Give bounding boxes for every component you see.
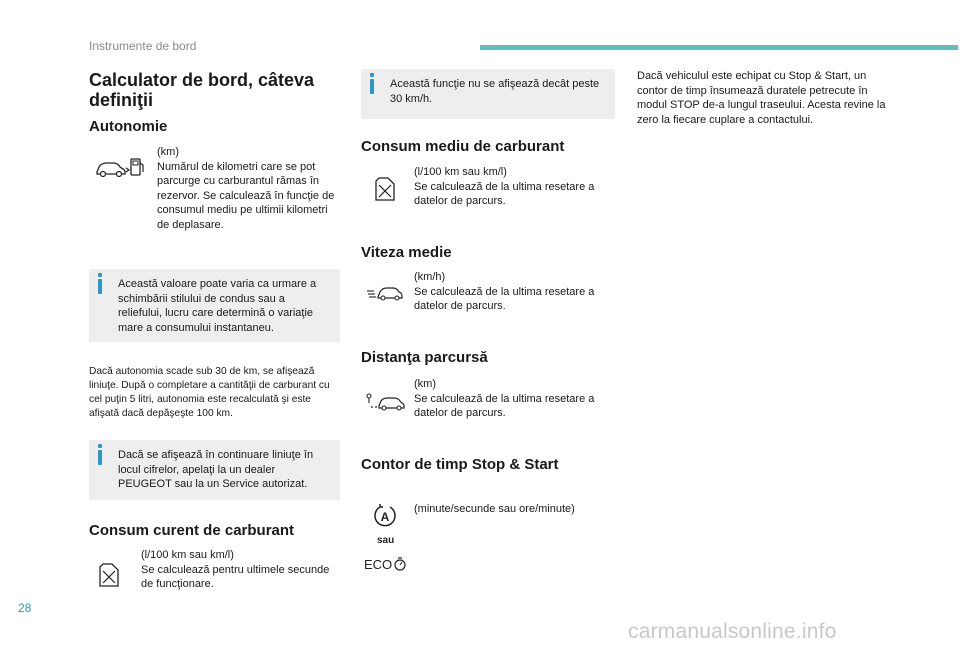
info-note-dealer	[89, 440, 340, 500]
autonomie-text: Numărul de kilometri care se pot parcurge cu carburantul rămas în rezervor. Se calculează în funcţie de consumul mediu pe ultimii kilometri de deplasare.	[157, 160, 335, 231]
consum-curent-text: Se calculează pentru ultimele secunde de funcţionare.	[141, 563, 330, 590]
eco-timer-icon	[364, 555, 406, 575]
info-icon	[98, 450, 102, 465]
autonomie-paragraph: Dacă autonomia scade sub 30 de km, se afişează liniuţe. După o completare a cantităţii de carburant cu cel puţin 5 litri, autonomia este recalculată şi este afişată dacă depăşeşte 100 km.	[89, 366, 330, 419]
page-title: Calculator de bord, câteva definiţii	[89, 70, 315, 110]
distanta-text: Se calculează de la ultima resetare a datelor de parcurs.	[414, 392, 595, 419]
viteza-medie-block	[414, 270, 614, 314]
info-note-variation	[89, 269, 340, 342]
svg-text:A: A	[380, 510, 390, 524]
heading-distanta-parcursa: Distanţa parcursă	[361, 349, 488, 366]
car-fuel-pump-icon	[95, 155, 145, 179]
consum-curent-unit: (l/100 km sau km/l)	[141, 549, 234, 561]
autonomie-unit: (km)	[157, 146, 179, 158]
info-note-speed	[361, 69, 615, 119]
fuel-can-icon	[98, 562, 120, 588]
consum-mediu-block	[414, 165, 614, 209]
watermark: carmanualsonline.info	[628, 620, 837, 643]
section-header: Instrumente de bord	[89, 39, 197, 53]
heading-viteza-medie: Viteza medie	[361, 244, 452, 261]
consum-mediu-text: Se calculează de la ultima resetare a datelor de parcurs.	[414, 180, 595, 207]
or-label: sau	[377, 535, 395, 546]
autonomie-block	[157, 145, 342, 232]
viteza-medie-unit: (km/h)	[414, 271, 446, 283]
info-icon	[370, 79, 374, 94]
info-icon	[98, 279, 102, 294]
fuel-can-icon	[374, 176, 396, 202]
speed-car-icon	[366, 284, 404, 302]
note-dealer-text: Dacă se afişează în continuare liniuţe în locul cifrelor, apelaţi la un dealer PEUGEOT sau la un Service autorizat.	[118, 449, 314, 490]
heading-autonomie: Autonomie	[89, 118, 168, 135]
heading-consum-mediu: Consum mediu de carburant	[361, 138, 565, 155]
viteza-medie-text: Se calculează de la ultima resetare a datelor de parcurs.	[414, 285, 595, 312]
eco-label: ECO	[364, 557, 393, 572]
note-variation-text: Această valoare poate varia ca urmare a schimbării stilului de condus sau a reliefului, lucru care determină o variaţie mare a consumului instantaneu.	[118, 278, 317, 334]
note-speed-text: Această funcţie nu se afişează decât peste 30 km/h.	[390, 78, 600, 105]
contor-unit: (minute/secunde sau ore/minute)	[414, 503, 575, 515]
distance-car-icon	[366, 393, 406, 411]
consum-mediu-unit: (l/100 km sau km/l)	[414, 166, 507, 178]
page-number: 28	[18, 601, 32, 615]
distanta-unit: (km)	[414, 378, 436, 390]
header-accent-bar	[480, 45, 958, 50]
heading-consum-curent: Consum curent de carburant	[89, 522, 295, 539]
distanta-parcursa-block	[414, 377, 614, 421]
stop-start-a-icon	[372, 503, 398, 529]
consum-curent-block	[141, 548, 341, 592]
heading-contor-stop-start: Contor de timp Stop & Start	[361, 456, 559, 473]
stop-start-description: Dacă vehiculul este echipat cu Stop & Start, un contor de timp însumează duratele petrecute în modul STOP de-a lungul traseului. Acesta revine la zero la fiecare cuplare a contactului.	[637, 70, 886, 126]
